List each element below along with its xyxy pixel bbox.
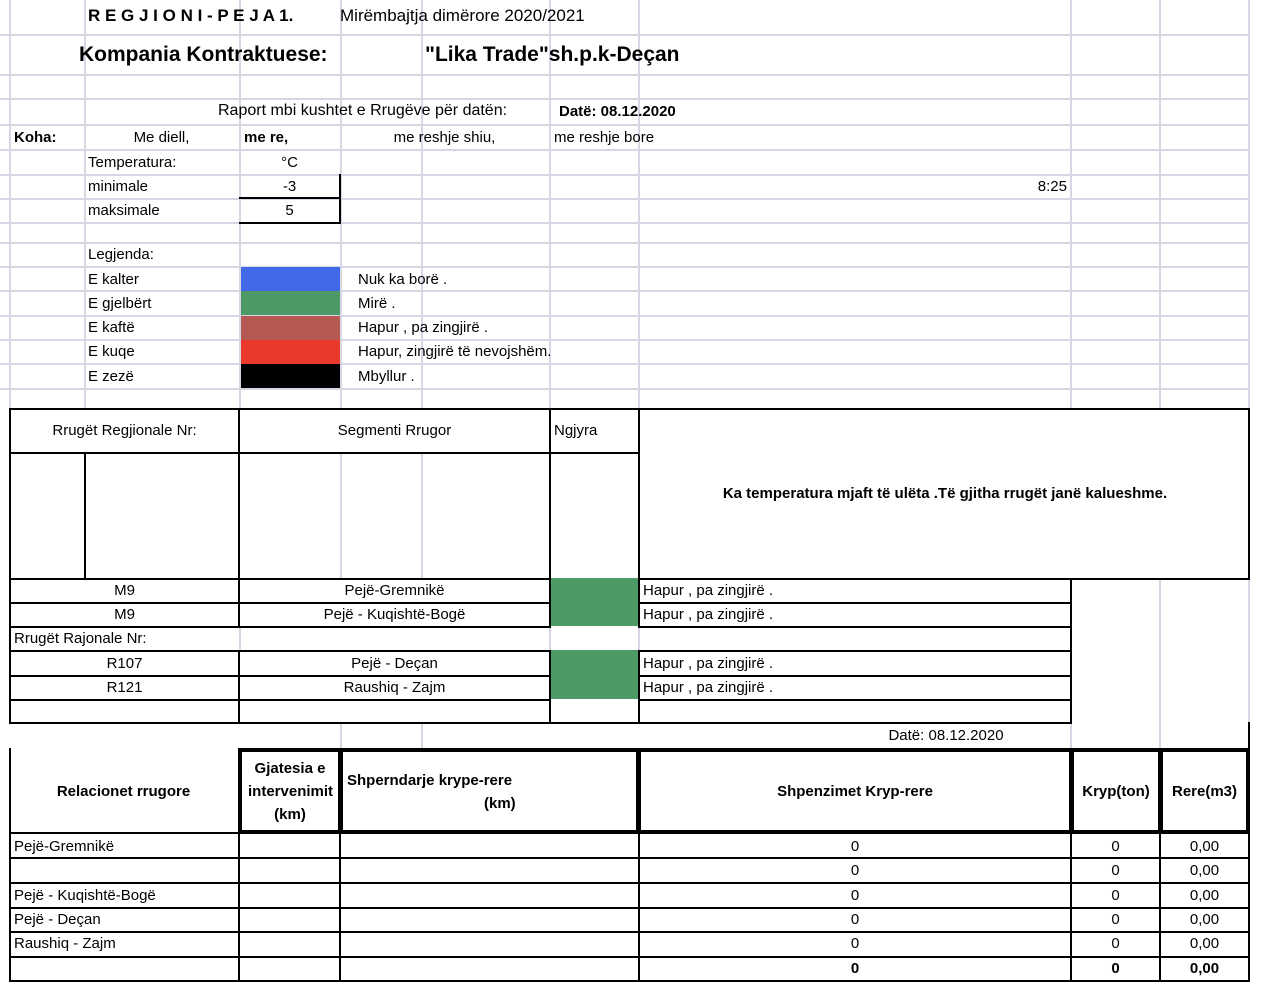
legend-swatch-red <box>241 340 340 364</box>
cost-cell: 0 <box>850 935 860 952</box>
temperature-unit: °C <box>281 154 298 171</box>
road-number: R107 <box>106 655 143 672</box>
sand-cell: 0,00 <box>1189 935 1220 952</box>
regional-roads-label: Rrugët Rajonale Nr: <box>14 630 147 647</box>
road-status: Hapur , pa zingjirë . <box>643 679 774 696</box>
weather-option-rain: me reshje shiu, <box>393 129 496 146</box>
total-cost: 0 <box>850 960 860 977</box>
road-color-cell <box>551 675 638 699</box>
road-number: M9 <box>114 606 135 623</box>
weather-option-cloudy: me re, <box>244 129 289 146</box>
region-title: R E G J I O N I - P E J A 1. <box>88 6 294 25</box>
legend-swatch-brown <box>241 316 340 340</box>
road-color-cell <box>551 578 638 602</box>
weather-label: Koha: <box>14 129 57 146</box>
sand-cell: 0,00 <box>1189 862 1220 879</box>
sand-cell: 0,00 <box>1189 887 1220 904</box>
legend-item-name: E kaftë <box>88 319 135 336</box>
road-segment: Pejë-Gremnikë <box>344 582 445 599</box>
report-date: Datë: 08.12.2020 <box>559 103 676 120</box>
cost-cell: 0 <box>850 862 860 879</box>
spread-header-line1: Shpernd​arje krype-rere <box>347 772 513 789</box>
legend-item-meaning: Nuk ka borë . <box>358 271 448 288</box>
report-label: Raport mbi kushtet e Rrugëve për datën: <box>218 102 508 119</box>
season-title: Mirëmbajtja dimërore 2020/2021 <box>340 6 585 25</box>
legend-item-name: E kuqe <box>88 343 135 360</box>
total-sand: 0,00 <box>1189 960 1220 977</box>
length-header-line1: Gjatesia e <box>254 761 326 776</box>
salt-cell: 0 <box>1111 838 1120 855</box>
relation-cell: Pejë - Kuqishtë-Bogë <box>14 887 156 904</box>
road-number: M9 <box>114 582 135 599</box>
sand-cell: 0,00 <box>1189 911 1220 928</box>
salt-cell: 0 <box>1111 911 1120 928</box>
legend-item-meaning: Hapur , pa zingjirë . <box>358 319 489 336</box>
salt-cell: 0 <box>1111 887 1120 904</box>
expenses-date: Datë: 08.12.2020 <box>888 727 1004 744</box>
weather-option-snow: me reshje bore <box>554 129 655 146</box>
length-header-line2: intervenimit <box>248 784 334 799</box>
relations-header: Relacionet rrugore <box>56 783 191 800</box>
costs-header: Shpenzimet Kryp-rere <box>777 783 933 800</box>
legend-item-name: E zezë <box>88 368 134 385</box>
road-segment: Pejë - Deçan <box>351 655 438 672</box>
cost-cell: 0 <box>850 911 860 928</box>
road-note: Ka temperatura mjaft të ulëta .Të gjitha rrugët janë kalueshme. <box>722 485 1168 502</box>
road-status: Hapur , pa zingjirë . <box>643 606 774 623</box>
road-color-cell <box>551 602 638 626</box>
legend-swatch-blue <box>241 267 340 291</box>
spread-header-line2: (km) <box>484 795 516 812</box>
salt-header: Kryp(ton) <box>1082 783 1150 800</box>
cost-cell: 0 <box>850 838 860 855</box>
min-temp-label: minimale <box>88 178 149 195</box>
contractor-label: Kompania Kontraktuese: <box>79 43 328 66</box>
relation-cell: Pejë-Gremnikë <box>14 838 115 855</box>
legend-title: Legjenda: <box>88 246 154 263</box>
road-segment: Raushiq - Zajm <box>343 679 446 696</box>
relation-cell: Raushiq - Zajm <box>14 935 116 952</box>
road-number: R121 <box>106 679 143 696</box>
col-road-header: Rrugët Regjionale Nr: <box>52 422 197 439</box>
temperature-label: Temperatura: <box>88 154 177 171</box>
max-temp-label: maksimale <box>88 202 160 219</box>
weather-option-sunny: Me diell, <box>133 129 190 146</box>
min-temp-value: -3 <box>282 178 297 195</box>
road-color-cell <box>551 650 638 675</box>
total-salt: 0 <box>1111 960 1120 977</box>
legend-item-name: E kalter <box>88 271 139 288</box>
report-time: 8:25 <box>1037 178 1067 195</box>
legend-item-meaning: Hapur, zingjirë të nevojshëm. <box>358 343 552 360</box>
sand-header: Rere(m3) <box>1171 783 1238 800</box>
road-segment: Pejë - Kuqishtë-Bogë <box>323 606 466 623</box>
col-segment-header: Segmenti Rrugor <box>337 422 452 439</box>
legend-item-meaning: Mirë . <box>358 295 396 312</box>
cost-cell: 0 <box>850 887 860 904</box>
contractor-name: "Lika Trade"sh.p.k-Deçan <box>425 43 680 66</box>
legend-item-name: E gjelbërt <box>88 295 152 312</box>
relation-cell: Pejë - Deçan <box>14 911 101 928</box>
sand-cell: 0,00 <box>1189 838 1220 855</box>
length-header-line3: (km) <box>274 806 306 823</box>
legend-swatch-green <box>241 291 340 315</box>
salt-cell: 0 <box>1111 935 1120 952</box>
salt-cell: 0 <box>1111 862 1120 879</box>
road-status: Hapur , pa zingjirë . <box>643 582 774 599</box>
road-status: Hapur , pa zingjirë . <box>643 655 774 672</box>
legend-swatch-black <box>241 364 340 388</box>
max-temp-value: 5 <box>285 202 294 219</box>
legend-item-meaning: Mbyllur . <box>358 368 415 385</box>
col-color-header: Ngjyra <box>554 422 598 439</box>
